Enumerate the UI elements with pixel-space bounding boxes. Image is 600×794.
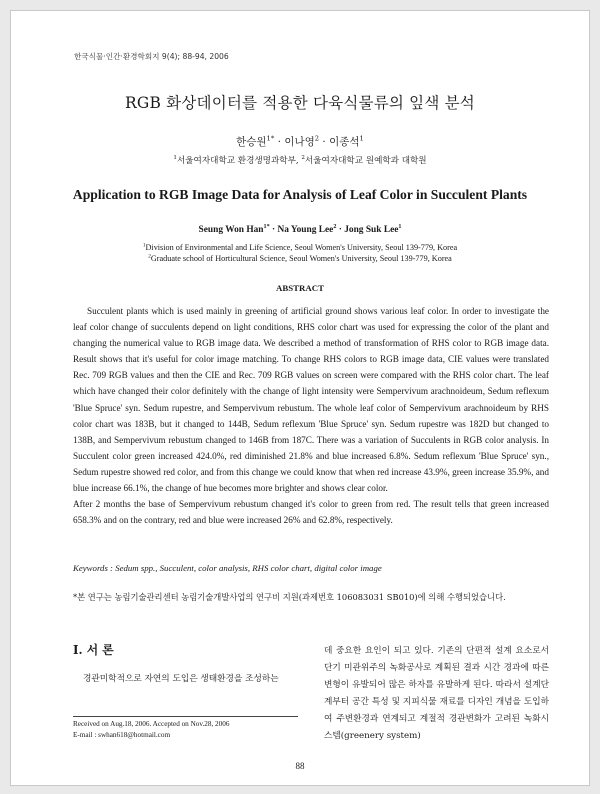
affiliation-text: Graduate school of Horticultural Science, Seoul Women's University, Seoul 139-779, Korea xyxy=(150,254,452,263)
affiliation-line xyxy=(11,253,589,264)
author-sup: 2 xyxy=(333,223,337,230)
affiliation-sup: 1 xyxy=(173,155,177,162)
affiliation-text: 서울여자대학교 환경생명과학부, xyxy=(176,156,302,166)
author-name: 이종석 xyxy=(329,136,360,148)
affiliations-english xyxy=(11,242,589,264)
section-heading-introduction: I. 서 론 xyxy=(73,643,114,657)
abstract-body xyxy=(73,303,549,528)
author-name: Seung Won Han xyxy=(198,225,264,235)
affiliation-sup: 2 xyxy=(301,155,305,162)
abstract-heading: ABSTRACT xyxy=(276,283,324,293)
author-sup: 2 xyxy=(314,134,320,143)
author-name: 한승원 xyxy=(236,136,267,148)
affiliation-text: Division of Environmental and Life Science, Seoul Women's University, Seoul 139-779, Korea xyxy=(145,243,458,252)
title-korean: RGB 화상데이터를 적용한 다육식물류의 잎색 분석 xyxy=(125,94,475,112)
left-column-text: 경관미학적으로 자연의 도입은 생태환경을 조성하는 xyxy=(83,674,279,684)
author-separator: · xyxy=(269,225,278,235)
author-separator: · xyxy=(319,136,330,148)
author-name: Jong Suk Lee xyxy=(344,225,399,235)
authors-english xyxy=(11,225,589,235)
right-column-text: 데 중요한 요인이 되고 있다. 기존의 단편적 설계 요소로서 단기 미관위주의 녹화공사로 계획된 결과 시간 경과에 따른 변형이 유발되어 많은 하자를 유발하게 된다. 따라서 설계단계부터 공간 특성 및 지피식물 재료를 디자인 개념을 도입하여 주변환경과 연계되고 계절적 경관변화가 고려된 녹화시스템(greenery system) xyxy=(324,646,549,741)
abstract-paragraph: After 2 months the base of Sempervivum rebustum changed it's color to green from red. The result tells that green increased 658.3% and on the contrary, red and blue were increased 26% and 62.8%, respectively. xyxy=(73,499,549,526)
affiliation-sup: 1 xyxy=(142,242,146,249)
paper-page xyxy=(10,10,590,786)
affiliation-sup: 2 xyxy=(148,253,151,260)
author-sup: 1* xyxy=(263,223,270,230)
affiliations-korean xyxy=(11,154,589,166)
author-name: Na Young Lee xyxy=(277,225,334,235)
footnote-email: E-mail : swhan618@hotmail.com xyxy=(73,731,171,739)
journal-header: 한국식물·인간·환경학회지 9(4); 88-94, 2006 xyxy=(74,52,229,61)
footnote-divider xyxy=(73,716,298,717)
footnote-received: Received on Aug.18, 2006. Accepted on Nov.28, 2006 xyxy=(73,720,230,728)
left-column xyxy=(73,641,298,687)
authors-korean xyxy=(11,134,589,149)
author-separator: · xyxy=(336,225,345,235)
keywords: Keywords : Sedum spp., Succulent, color analysis, RHS color chart, digital color image xyxy=(73,563,382,573)
footnote xyxy=(73,719,303,741)
author-name: 이나영 xyxy=(284,136,315,148)
author-separator: · xyxy=(274,136,285,148)
title-english: Application to RGB Image Data for Analysis of Leaf Color in Succulent Plants xyxy=(72,187,528,202)
abstract-paragraph: Succulent plants which is used mainly in greening of artificial ground shows various leaf color. In order to investigate the leaf color change of succulents depend on light conditions, RHS color chart was used for expressing the color of the plant and changing the numerical value to RGB image data. We described a method of transformation of RHS color to RGB image data. Result shows that it's useful for color image matching. To change RHS colors to RGB image data, CIE values were translated Rec. 709 RGB values and then the CIE and Rec. 709 RGB values on screen were compared with the RHS color chart. The leaf which have changed their color definitely with the change of light intensity were Sempervivum arachnoideum, Sedum reflexum 'Blue Spruce' syn. Sedum rupestre, and Sempervivum rebustum. The whole leaf color of Sempervivum arachnoideum by RHS color chart was 183B, but it changed to 144B, Sedum reflexum 'Blue Spruce' syn. Sedum rupestre was 182D but changed to 138B, and Sempervivum rebustum changed to 146B from 187C. There was a variation of Succulents in RGB color analysis. In Succulent color green increased 424.0%, red diminished 21.8% and blue increased 6.8%. Sedum reflexum 'Blue Spruce' syn., Sedum rupestre showed red color, and from this change we could know that when red increase 43.9%, green increase 35.9%, and blue increase 66.1%, the change of hue becomes more brighter and shows clear color. xyxy=(73,306,549,494)
funding-note: *본 연구는 농림기술관리센터 농림기술개발사업의 연구비 지원(과제번호 106083031 SB010)에 의해 수행되었습니다. xyxy=(73,592,506,602)
author-sup: 1* xyxy=(266,134,275,143)
author-sup: 1 xyxy=(359,134,364,143)
affiliation-line xyxy=(11,242,589,253)
page-number: 88 xyxy=(295,761,305,771)
affiliation-text: 서울여자대학교 원예학과 대학원 xyxy=(304,156,427,166)
author-sup: 1 xyxy=(398,223,402,230)
